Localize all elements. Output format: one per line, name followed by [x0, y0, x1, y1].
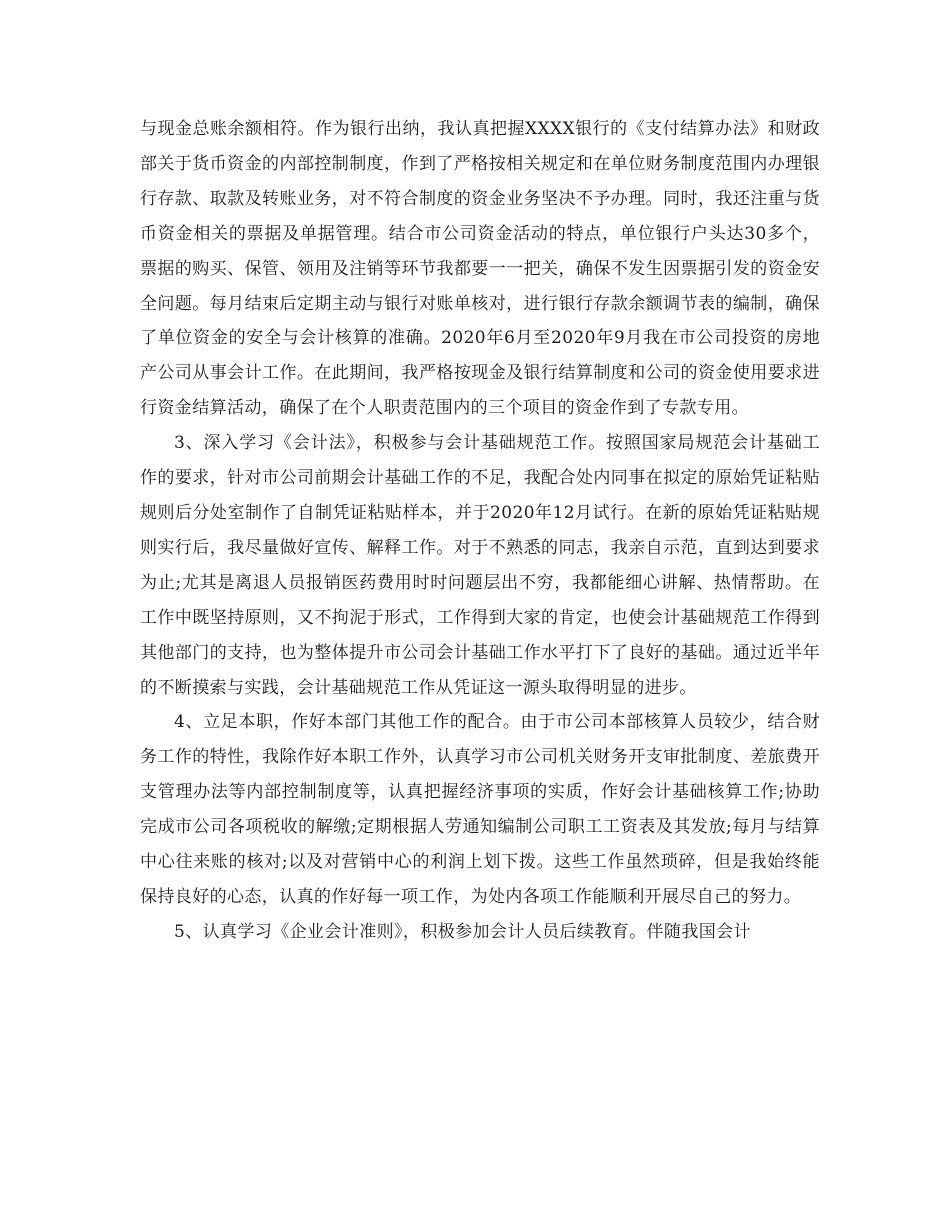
- paragraph-department-cooperation: 4、立足本职，作好本部门其他工作的配合。由于市公司本部核算人员较少，结合财务工作的特性，我除作好本职工作外，认真学习市公司机关财务开支审批制度、差旅费开支管理办法等内部控制制度等，认真把握经济事项的实质，作好会计基础核算工作;协助完成市公司各项税收的解缴;定期根据人劳通知编制公司职工工资表及其发放;每月与结算中心往来账的核对;以及对营销中心的利润上划下拨。这些工作虽然琐碎，但是我始终能保持良好的心态，认真的作好每一项工作，为处内各项工作能顺利开展尽自己的努力。: [140, 712, 820, 907]
- paragraph-accounting-law: 3、深入学习《会计法》，积极参与会计基础规范工作。按照国家局规范会计基础工作的要求，针对市公司前期会计基础工作的不足，我配合处内同事在拟定的原始凭证粘贴规则后分处室制作了自制凭证粘贴样本，并于2020年12月试行。在新的原始凭证粘贴规则实行后，我尽量做好宣传、解释工作。对于不熟悉的同志，我亲自示范，直到达到要求为止;尤其是离退人员报销医药费用时时问题层出不穷，我都能细心讲解、热情帮助。在工作中既坚持原则，又不拘泥于形式，工作得到大家的肯定，也使会计基础规范工作得到其他部门的支持，也为整体提升市公司会计基础工作水平打下了良好的基础。通过近半年的不断摸索与实践，会计基础规范工作从凭证这一源头取得明显的进步。: [140, 433, 820, 698]
- paragraph-accounting-standards: 5、认真学习《企业会计准则》，积极参加会计人员后续教育。伴随我国会计: [174, 921, 751, 942]
- paragraph-cashier-duties: 与现金总账余额相符。作为银行出纳，我认真把握XXXX银行的《支付结算办法》和财政部关于货币资金的内部控制制度，作到了严格按相关规定和在单位财务制度范围内办理银行存款、取款及转账业务，对不符合制度的资金业务坚决不予办理。同时，我还注重与货币资金相关的票据及单据管理。结合市公司资金活动的特点，单位银行户头达30多个，票据的购买、保管、领用及注销等环节我都要一一把关，确保不发生因票据引发的资金安全问题。每月结束后定期主动与银行对账单核对，进行银行存款余额调节表的编制，确保了单位资金的安全与会计核算的准确。2020年6月至2020年9月我在市公司投资的房地产公司从事会计工作。在此期间，我严格按现金及银行结算制度和公司的资金使用要求进行资金结算活动，确保了在个人职责范围内的三个项目的资金作到了专款专用。: [140, 119, 820, 419]
- document-body: [140, 112, 820, 950]
